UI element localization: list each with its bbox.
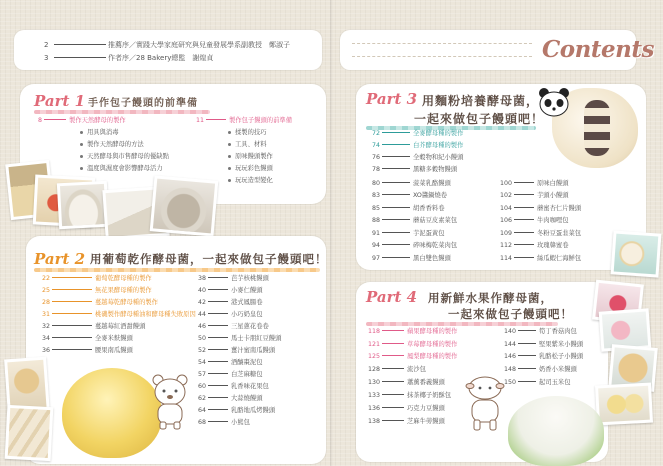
leader-line	[518, 355, 536, 356]
entry-page: 8	[38, 117, 43, 124]
part1-left-item: 製作天然酵母的方法	[80, 141, 144, 149]
leader-line	[382, 368, 404, 369]
leader-line	[382, 244, 410, 245]
part2-right-entry: 46 三星蔥花卷卷	[197, 323, 269, 330]
part2-right-entry: 57 白芝麻糖包	[197, 371, 263, 378]
bullet-icon	[228, 131, 231, 134]
leader-line	[382, 207, 410, 208]
part2-underline	[34, 268, 320, 272]
leader-line	[518, 368, 536, 369]
part2-left-entry: 36 腰果南瓜饅頭	[41, 347, 133, 354]
leader-line	[382, 407, 404, 408]
part3-left-entry: 80 菠菜乳酪饅頭	[371, 180, 451, 187]
part2-right-entry: 38 芭芋核桃饅頭	[197, 275, 269, 282]
leader-line	[52, 337, 92, 338]
leader-line	[54, 44, 106, 45]
part2-right-entry: 52 薑汁蜜南瓜饅頭	[197, 347, 276, 354]
book-gutter	[330, 0, 333, 466]
yellow-steamed-bun	[62, 368, 162, 458]
part2-left-entry: 22 葡萄乾酵母種的製作	[41, 275, 152, 282]
part1-label: Part 1	[34, 92, 86, 110]
leader-line	[208, 313, 228, 314]
part2-right-entry: 40 小麥仁饅頭	[197, 287, 263, 294]
photo-steamer	[150, 175, 219, 236]
leader-line	[208, 349, 228, 350]
leader-line	[208, 421, 228, 422]
bullet-icon	[80, 167, 83, 170]
photo-rolls	[5, 405, 54, 461]
part1-title: 手作包子饅頭的前準備	[88, 98, 198, 109]
leader-line	[514, 257, 534, 258]
part3-right-entry: 114 絲瓜蝦仁海鮮包	[500, 255, 582, 262]
part1-left-item: 用具與消毒	[80, 129, 118, 137]
part3-title-line1: 用麵粉培養酵母菌，	[422, 94, 540, 108]
part3-left-entry: 85 胡香香料卷	[371, 205, 445, 212]
credit-preface	[44, 53, 213, 63]
leader-line	[206, 119, 226, 120]
part2-left-entry: 25 無花果酵母種的製作	[41, 287, 152, 294]
entry-text: 製作包子饅頭的前準備	[229, 117, 292, 124]
leader-line	[518, 381, 536, 382]
bullet-icon	[80, 155, 83, 158]
photo-whisk-bowl	[57, 181, 109, 230]
credit-page: 3	[44, 54, 49, 62]
part1-left-head	[38, 117, 126, 125]
part1-left-item: 天然酵母與市售酵母的優缺點	[80, 153, 169, 161]
part1-right-item: 揉製的技巧	[228, 129, 266, 137]
credit-foreword	[44, 40, 290, 50]
leader-line	[52, 325, 92, 326]
part2-left-entry: 28 蔓越莓乾酵母種的製作	[41, 299, 158, 306]
part1-underline	[34, 110, 210, 114]
part4-label: Part 4	[366, 288, 418, 306]
leader-line	[382, 168, 410, 169]
leader-line	[52, 277, 92, 278]
leader-line	[518, 343, 536, 344]
bullet-icon	[228, 167, 231, 170]
leader-line	[382, 355, 404, 356]
part3-left-entry: 83 XO醬鍋燒卷	[371, 192, 448, 199]
leader-line	[382, 394, 404, 395]
part1-right-head	[196, 117, 292, 125]
leader-line	[514, 182, 534, 183]
leader-line	[44, 119, 66, 120]
leader-line	[382, 232, 410, 233]
part4-left-entry: 138 芝麻牛蒡饅頭	[368, 418, 445, 425]
credit-text: 推薦序／實踐大學家庭研究與兒童發展學系副教授 鄭淑子	[108, 41, 290, 49]
panda-illustration	[536, 86, 572, 120]
part3-right-entry: 109 冬粉豆蛋韭菜包	[500, 230, 582, 237]
part4-left-entry: 133 抹茶椰子奶酥包	[368, 392, 452, 399]
leader-line	[54, 57, 106, 58]
part3-left-entry: 74 白芥酵母種的製作	[371, 142, 464, 149]
part3-right-entry: 106 牛肉咖哩包	[500, 217, 569, 224]
leader-line	[208, 409, 228, 410]
part2-right-entry: 54 酒釀棗泥包	[197, 359, 263, 366]
part2-right-entry: 62 大蒜燒饅頭	[197, 395, 263, 402]
credit-text: 作者序／28 Bakery總監 謝煌貞	[108, 54, 214, 62]
leader-line	[208, 325, 228, 326]
part4-left-entry: 136 巧克力豆饅頭	[368, 405, 445, 412]
part1-right-item: 玩玩彩色饅頭	[228, 165, 273, 173]
leader-line	[382, 144, 410, 145]
leader-line	[382, 219, 410, 220]
part3-right-entry: 100 原味白饅頭	[500, 180, 569, 187]
part3-label: Part 3	[366, 90, 418, 108]
part2-right-entry: 42 港式鳳腸卷	[197, 299, 263, 306]
entry-page: 11	[196, 117, 205, 124]
leader-line	[514, 194, 534, 195]
leader-line	[52, 313, 92, 314]
part3-left-entry: 88 蘑菇豆皮素菜包	[371, 217, 458, 224]
part4-underline	[366, 322, 558, 326]
part4-right-entry: 146 乳酪松子小饅頭	[504, 353, 584, 360]
part3-left-entry: 97 黑白雙色饅頭	[371, 255, 451, 262]
part4-left-entry: 125 鳳梨酵母種的製作	[368, 353, 458, 360]
leader-line	[52, 349, 92, 350]
leader-line	[382, 194, 410, 195]
dash-line	[352, 56, 532, 57]
part1-right-item: 原味饅頭製作	[228, 153, 273, 161]
leader-line	[382, 257, 410, 258]
leader-line	[52, 289, 92, 290]
bullet-icon	[228, 155, 231, 158]
leader-line	[514, 207, 534, 208]
part3-right-entry: 112 玫瑰韓蜜卷	[500, 242, 569, 249]
sheep-illustration	[462, 374, 508, 434]
part2-right-entry: 50 馬士卡朋紅豆饅頭	[197, 335, 282, 342]
part2-left-entry: 34 全麥米麩饅頭	[41, 335, 133, 342]
part1-right-item: 工具、材料	[228, 141, 266, 149]
part4-right-entry: 148 奶香小米饅頭	[504, 366, 577, 373]
part4-title-line2: 一起來做包子饅頭吧！	[448, 307, 573, 321]
bullet-icon	[80, 143, 83, 146]
bear-illustration	[148, 372, 192, 430]
leader-line	[208, 289, 228, 290]
part3-right-entry: 104 蘑蜜杏仁片饅頭	[500, 205, 582, 212]
part2-right-entry: 64 乳酪地瓜烤饅頭	[197, 407, 276, 414]
leader-line	[382, 381, 404, 382]
leader-line	[208, 373, 228, 374]
dash-line	[352, 43, 532, 44]
part4-right-entry: 150 起司玉米包	[504, 379, 571, 386]
part4-left-entry: 128 流沙包	[368, 366, 426, 373]
bullet-icon	[80, 131, 83, 134]
leader-line	[208, 385, 228, 386]
leader-line	[514, 244, 534, 245]
part3-left-entry: 94 碎味梅乾菜肉包	[371, 242, 458, 249]
part3-left-entry: 78 黑糖多穀物饅頭	[371, 166, 458, 173]
part4-title-line1: 用新鮮水果作酵母菌，	[428, 291, 553, 305]
photo-corn-bun	[595, 383, 653, 426]
part2-left-entry: 31 桃磯製作酵母種油和酵母種失敗原因	[41, 311, 196, 318]
green-steamed-bun	[508, 396, 604, 466]
credit-page: 2	[44, 41, 49, 49]
part2-label: Part 2	[34, 250, 86, 268]
contents-title: Contents	[542, 36, 654, 63]
entry-text: 製作天然酵母的製作	[69, 117, 126, 124]
photo-steamed-buns-plate	[611, 230, 662, 277]
rolled-bun-swirl	[584, 100, 610, 156]
credits-card	[14, 30, 322, 70]
leader-line	[382, 330, 404, 331]
leader-line	[382, 132, 410, 133]
leader-line	[382, 420, 404, 421]
leader-line	[514, 232, 534, 233]
leader-line	[514, 219, 534, 220]
part1-right-item: 玩玩造型變化	[228, 177, 273, 185]
part1-left-item: 溫度與濕度會影響酵母活力	[80, 165, 163, 173]
part4-left-entry: 121 草莓酵母種的製作	[368, 341, 458, 348]
leader-line	[518, 330, 536, 331]
part2-right-entry: 44 小巧奶皇包	[197, 311, 263, 318]
leader-line	[208, 301, 228, 302]
leader-line	[208, 277, 228, 278]
part3-title-line2: 一起來做包子饅頭吧！	[414, 112, 545, 126]
part2-right-entry: 60 乳香味花果包	[197, 383, 269, 390]
leader-line	[382, 156, 410, 157]
bullet-icon	[228, 143, 231, 146]
part3-left-entry: 76 全穀物和紀小饅頭	[371, 154, 464, 161]
part4-left-entry: 118 蘋果酵母種的製作	[368, 328, 458, 335]
part3-right-entry: 102 芋頭小饅頭	[500, 192, 569, 199]
part2-right-entry: 68 小熊包	[197, 419, 250, 426]
leader-line	[208, 397, 228, 398]
part2-title: 用葡萄乾作酵母菌，一起來做包子饅頭吧！	[90, 252, 328, 266]
part4-right-entry: 144 堅果紫米小饅頭	[504, 341, 584, 348]
leader-line	[52, 301, 92, 302]
part4-left-entry: 130 蕭薰番義饅頭	[368, 379, 445, 386]
part3-left-entry: 91 芋泥蛋黃包	[371, 230, 445, 237]
part2-left-entry: 32 蔓越莓紅酒甜饅頭	[41, 323, 146, 330]
leader-line	[382, 343, 404, 344]
leader-line	[208, 337, 228, 338]
leader-line	[208, 361, 228, 362]
part4-right-entry: 140 筍丁香菇肉包	[504, 328, 577, 335]
part3-left-entry: 72 全麥酵母種的製作	[371, 130, 464, 137]
leader-line	[382, 182, 410, 183]
bullet-icon	[228, 179, 231, 182]
